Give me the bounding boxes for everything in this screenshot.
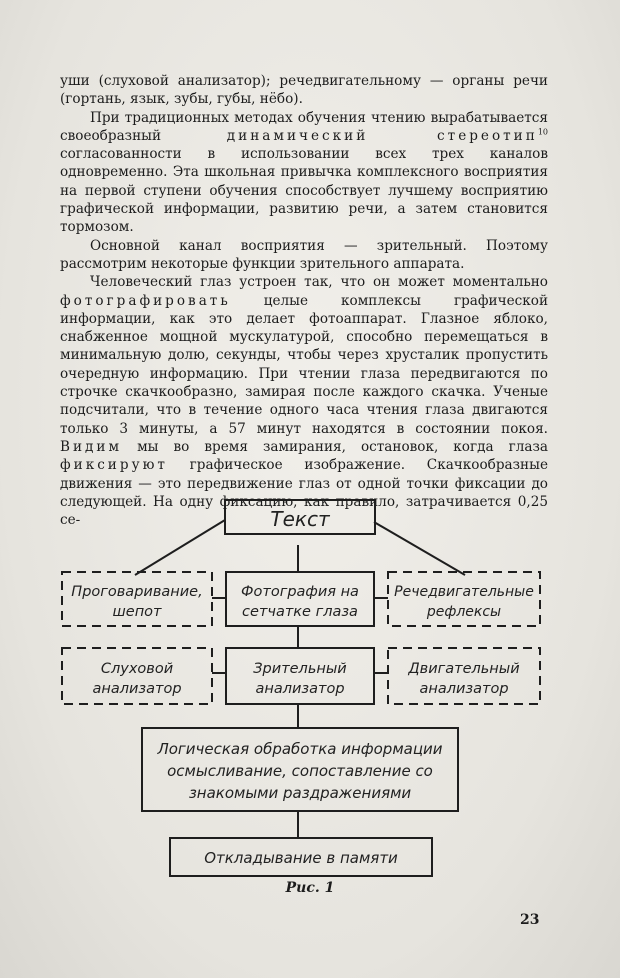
term-fixate: фиксируют — [60, 457, 168, 474]
body-text — [60, 72, 548, 529]
label-memory: Откладывание в памяти — [204, 849, 398, 867]
connector-text-left — [135, 520, 225, 575]
paragraph-2-part-c: согласованности в использовании всех трех каналов одновременно. Эта школьная привычка комплексного восприятия на первой ступени обучения способствует лучшему восприятию графической информации, развитию речи, а затем становится тормозом. — [60, 146, 548, 236]
connector-text-right — [374, 522, 465, 575]
paragraph-4-part-g: графическое изображение. Скачкообразные движения — это передвижение глаз от одной точки фиксации до следующей. На одну фиксацию, как правило, затрачивается 0,25 се- — [60, 457, 548, 529]
flow-diagram — [0, 490, 620, 880]
label-speaking-1: Проговаривание, — [71, 584, 203, 600]
label-auditory-2: анализатор — [92, 681, 182, 697]
label-visual-2: анализатор — [255, 681, 345, 697]
label-motor-2: анализатор — [419, 681, 509, 697]
page-number: 23 — [520, 912, 540, 928]
label-motor-1: Двигательный — [408, 661, 520, 677]
label-text: Текст — [270, 507, 330, 531]
paragraph-3: Основной канал восприятия — зрительный. Поэтому рассмотрим некоторые функции зрительного аппарата. — [60, 237, 548, 272]
label-photo-2: сетчатке глаза — [242, 604, 358, 620]
label-logic-3: знакомыми раздражениями — [188, 784, 412, 802]
paragraph-1: уши (слуховой анализатор); речедвигательному — органы речи (гортань, язык, зубы, губы, нёбо). — [60, 73, 548, 108]
paragraph-2-part-a: При традиционных методах обучения чтению вырабатывается своеобразный — [60, 109, 548, 144]
label-auditory-1: Слуховой — [100, 661, 174, 677]
label-speech-reflex-2: рефлексы — [426, 604, 502, 620]
label-speaking-2: шепот — [112, 604, 162, 620]
paragraph-4-part-c: целые комплексы графической информации, как это делает фотоаппарат. Глазное яблоко, снабженное мощной мускулатурой, способно перемещаться в минимальную долю, секунды, чтобы через хрусталик пропустить очередную информацию. При чтении глаза передвигаются по строчке скачкообразно, замирая после каждого скачка. Ученые подсчитали, что в течение одного часа чтения глаза двигаются только 3 минуты, а 57 минут находятся в состоянии покоя. — [60, 292, 548, 437]
label-photo-1: Фотография на — [241, 584, 359, 600]
label-logic-1: Логическая обработка информации — [157, 740, 443, 758]
paragraph-2 — [60, 109, 548, 237]
figure-caption: Рис. 1 — [285, 880, 335, 896]
paragraph-4-part-a: Человеческий глаз устроен так, что он может моментально — [90, 274, 548, 291]
label-visual-1: Зрительный — [253, 661, 347, 677]
term-see: Видим — [60, 438, 123, 455]
term-dynamic-stereotype: динамический стереотип — [226, 127, 538, 144]
footnote-ref: 10 — [537, 127, 548, 137]
label-speech-reflex-1: Речедвигательные — [394, 584, 534, 600]
paragraph-4-part-e: мы во время замирания, остановок, когда глаза — [122, 438, 548, 455]
term-photograph: фотографировать — [60, 292, 231, 309]
label-logic-2: осмысливание, сопоставление со — [167, 762, 433, 780]
